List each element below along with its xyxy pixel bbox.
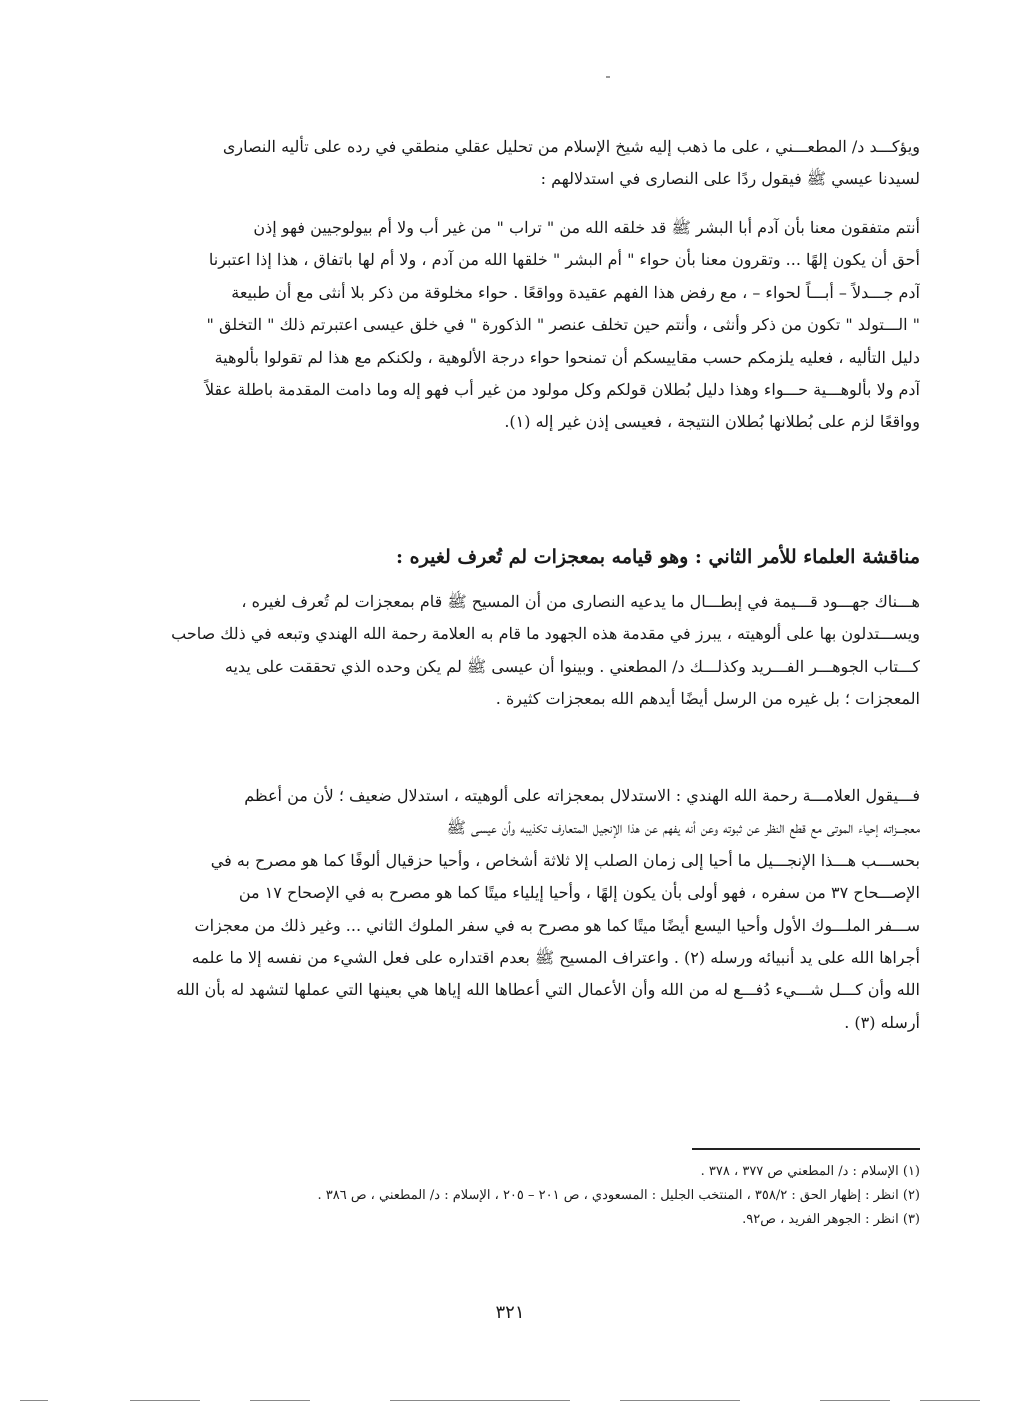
text-line: ويؤكـــد د/ المطعـــني ، على ما ذهب إليه شيخ الإسلام من تحليل عقلي منطقي في رده على تأليه النصارى <box>222 137 920 156</box>
section-heading: مناقشة العلماء للأمر الثاني : وهو قيامه بمعجزات لم تُعرف لغيره : <box>396 546 920 568</box>
text-line: كـــتاب الجوهـــر الفـــريد وكذلـــك د/ المطعني . وبينوا أن عيسى ﷺ لم يكن وحده الذي تحققت على يديه <box>224 656 920 676</box>
edge-mark <box>20 1400 48 1401</box>
footnote-3: (٣) انظر : الجوهر الفريد ، ص٩٢. <box>742 1212 920 1227</box>
scan-mark <box>606 76 610 78</box>
text-line: آدم ولا بألوهـــية حـــواء وهذا دليل بُطلان قولكم وكل مولود من غير أب فهو إله وما دامت المقدمة باطلة عقلاً <box>204 380 920 400</box>
edge-mark <box>390 1400 570 1401</box>
edge-mark <box>620 1400 740 1401</box>
edge-mark <box>820 1400 890 1401</box>
edge-mark <box>920 1400 980 1401</box>
paragraph-2-quote <box>96 212 920 439</box>
text-line: الله وأن كـــل شـــيء دُفـــع له من الله وأن الأعمال التي أعطاها الله إياها هي بعينها التي عملها لتشهد له بأن الله <box>176 980 920 1000</box>
text-line: لسيدنا عيسي ﷺ فيقول ردًا على النصارى في استدلالهم : <box>540 169 920 189</box>
text-line: معجـــزاته إحياء الموتى مع قطع النظر عن ثبوته وعن أنه يفهم عن هذا الإنجيل المتعارف تكذيبه وأن عيسى ﷺ <box>446 818 920 838</box>
text-line: الإصـــحاح ٣٧ من سفره ، فهو أولى بأن يكون إلهًا ، وأحيا إيلياء ميتًا كما هو مصرح به في الإصحاح ١٧ من <box>238 883 920 903</box>
text-line: بحســـب هـــذا الإنجـــيل ما أحيا إلى زمان الصلب إلا ثلاثة أشخاص ، وأحيا حزقيال ألوفًا كما هو مصرح به في <box>210 850 920 870</box>
paragraph-4 <box>96 780 920 1039</box>
paragraph-3 <box>96 586 920 716</box>
text-line: وواقعًا لزم على بُطلانها بُطلان النتيجة ، فعيسى إذن غير إله (١). <box>504 412 920 432</box>
text-line: فـــيقول العلامـــة رحمة الله الهندي : الاستدلال بمعجزاته على ألوهيته ، استدلال ضعيف ؛ لأن من أعظم <box>244 786 920 805</box>
text-line: " الـــتولد " تكون من ذكر وأنثى ، وأنتم حين تخلف عنصر " الذكورة " في خلق عيسى اعتبرتم ذلك " التخلق " <box>206 315 920 335</box>
paragraph-1 <box>96 131 920 196</box>
text-line: أجراها الله على يد أنبيائه ورسله (٢) . واعتراف المسيح ﷺ بعدم اقتداره على فعل الشيء من نفسه إلا ما علمه <box>191 948 920 968</box>
text-line: أحق أن يكون إلهًا ... وتقرون معنا بأن حواء " أم البشر " خلقها الله من آدم ، ولا أم لها باتفاق ، هذا إذا اعتبرنا <box>208 250 920 270</box>
edge-mark <box>130 1400 200 1401</box>
text-line: ســـفر الملـــوك الأول وأحيا اليسع أيضًا ميتًا كما هو مصرح به في سفر الملوك الثاني ... وغير ذلك من معجزات <box>194 915 920 935</box>
text-line: آدم جـــدلاً – أبـــاً لحواء – ، مع رفض هذا الفهم عقيدة وواقعًا . حواء مخلوقة من ذكر بلا أنثى مع أن طبيعة <box>231 282 920 302</box>
footnote-1: (١) الإسلام : د/ المطعني ص ٣٧٧ ، ٣٧٨ . <box>700 1164 920 1179</box>
footnotes <box>96 1160 920 1232</box>
text-line: ويســـتدلون بها على ألوهيته ، يبرز في مقدمة هذه الجهود ما قام به العلامة رحمة الله الهندي وتبعه في ذلك صاحب <box>171 624 920 644</box>
text-line: المعجزات ؛ بل غيره من الرسل أيضًا أيدهم الله بمعجزات كثيرة . <box>495 689 920 709</box>
footnote-divider <box>692 1148 920 1150</box>
text-line: دليل التأليه ، فعليه يلزمكم حسب مقاييسكم أن تمنحوا حواء درجة الألوهية ، ولكنكم مع هذا لم تقولوا بألوهية <box>214 347 920 367</box>
footnote-2: (٢) انظر : إظهار الحق : ٣٥٨/٢ ، المنتخب الجليل : المسعودي ، ص ٢٠١ – ٢٠٥ ، الإسلام : د/ المطعني ، ص ٣٨٦ . <box>317 1188 920 1203</box>
text-line: أنتم متفقون معنا بأن آدم أبا البشر ﷺ قد خلقه الله من " تراب " من غير أب ولا أم بيولوجيين فهو إذن <box>253 218 920 237</box>
page-number: ٣٢١ <box>495 1302 525 1323</box>
edge-mark <box>250 1400 310 1401</box>
scan-edge-marks <box>20 1400 1000 1404</box>
text-line: أرسله (٣) . <box>844 1012 920 1032</box>
text-line: هـــناك جهـــود قـــيمة في إبطـــال ما يدعيه النصارى من أن المسيح ﷺ قام بمعجزات لم تُعرف لغيره ، <box>241 592 920 611</box>
